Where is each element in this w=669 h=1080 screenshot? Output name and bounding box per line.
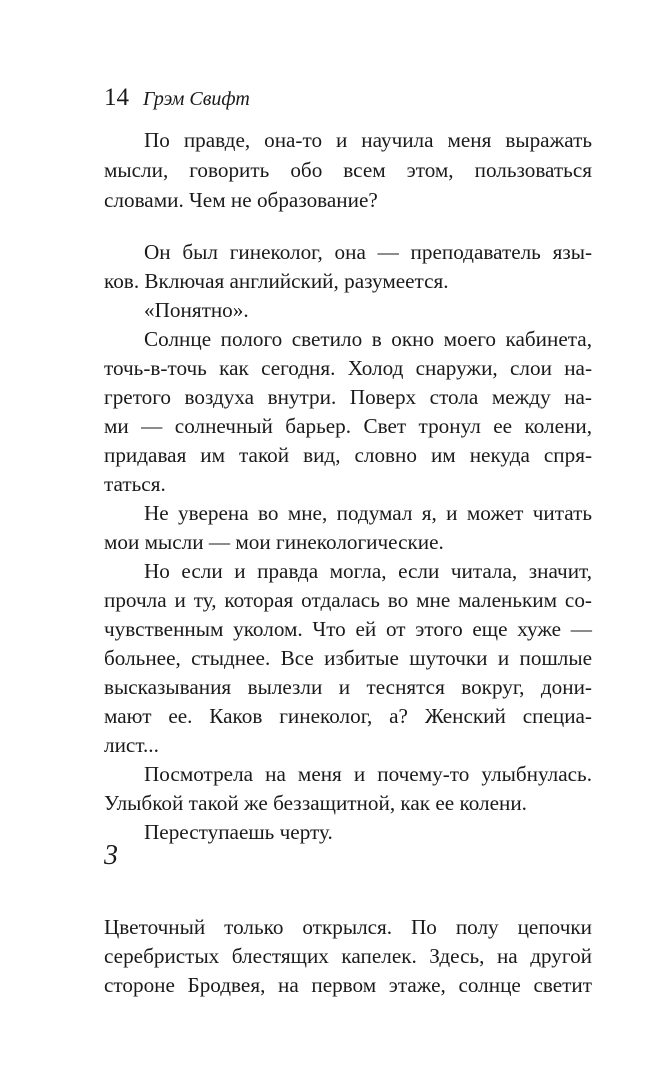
text-line: придавая им такой вид, словно им некуда спря- bbox=[104, 443, 592, 467]
text-line: стороне Бродвея, на первом этаже, солнце светит bbox=[104, 973, 592, 997]
text-line: Не уверена во мне, подумал я, и может читать bbox=[144, 501, 592, 525]
text-line: мои мысли — мои гинекологические. bbox=[104, 530, 444, 554]
text-line: ков. Включая английский, разумеется. bbox=[104, 269, 449, 293]
text-line: Солнце полого светило в окно моего кабинета, bbox=[144, 327, 592, 351]
text-line: ми — солнечный барьер. Свет тронул ее колени, bbox=[104, 414, 592, 438]
text-line: мают ее. Каков гинеколог, а? Женский специа- bbox=[104, 704, 592, 728]
text-line: По правде, она-то и научила меня выражать bbox=[144, 128, 592, 152]
text-line: серебристых блестящих капелек. Здесь, на другой bbox=[104, 944, 592, 968]
text-line: таться. bbox=[104, 472, 166, 496]
text-line: прочла и ту, которая отдалась во мне маленьким со- bbox=[104, 588, 592, 612]
text-line: больнее, стыднее. Все избитые шуточки и пошлые bbox=[104, 646, 592, 670]
chapter-number: 3 bbox=[104, 840, 118, 871]
text-line: Цветочный только открылся. По полу цепочки bbox=[104, 915, 592, 939]
text-line: словами. Чем не образование? bbox=[104, 188, 378, 212]
text-line: мысли, говорить обо всем этом, пользоваться bbox=[104, 158, 592, 182]
running-head-author: Грэм Свифт bbox=[143, 88, 250, 110]
text-line: высказывания вылезли и теснятся вокруг, дони- bbox=[104, 675, 592, 699]
text-line: Переступаешь черту. bbox=[144, 820, 333, 844]
text-line: «Понятно». bbox=[144, 298, 249, 322]
text-line: чувственным уколом. Что ей от этого еще хуже — bbox=[104, 617, 592, 641]
text-line: точь-в-точь как сегодня. Холод снаружи, слои на- bbox=[104, 356, 592, 380]
running-header bbox=[104, 84, 250, 112]
text-line: Посмотрела на меня и почему-то улыбнулась. bbox=[144, 762, 592, 786]
text-line: лист... bbox=[104, 733, 159, 757]
text-line: Он был гинеколог, она — преподаватель язы- bbox=[144, 240, 592, 264]
text-line: гретого воздуха внутри. Поверх стола между на- bbox=[104, 385, 592, 409]
text-line: Улыбкой такой же беззащитной, как ее колени. bbox=[104, 791, 527, 815]
page-number: 14 bbox=[104, 84, 129, 111]
text-line: Но если и правда могла, если читала, значит, bbox=[144, 559, 592, 583]
